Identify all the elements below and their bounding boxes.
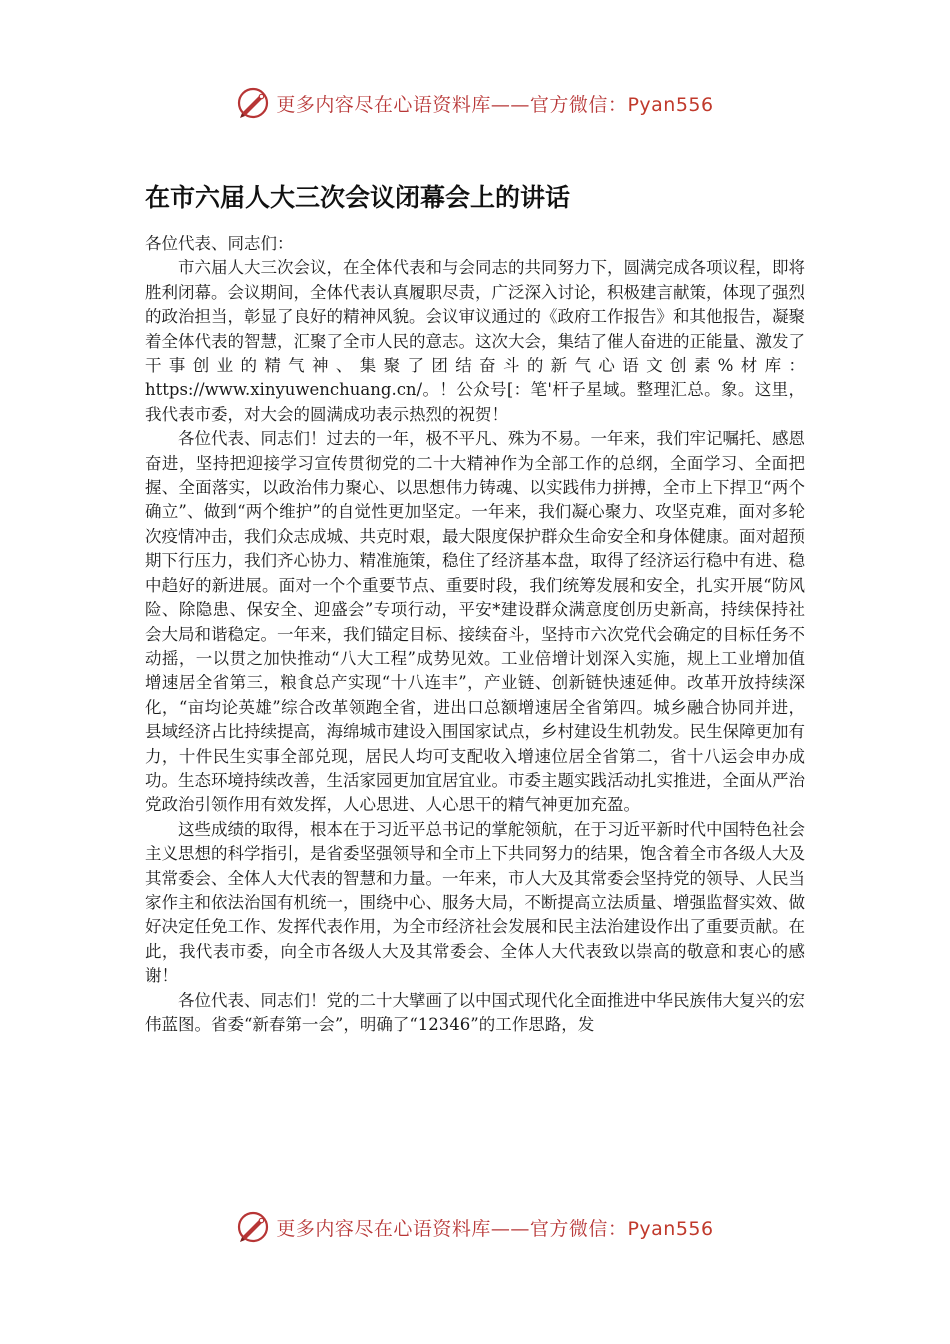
- banner-text: [276, 90, 713, 117]
- banner-wechat-id: Pyan556: [627, 93, 714, 116]
- paragraph-3: 这些成绩的取得，根本在于习近平总书记的掌舵领航，在于习近平新时代中国特色社会主义思想的科学指引，是省委坚强领导和全市上下共同努力的结果，饱含着全市各级人大及其常委会、全体人大代表的智慧和力量。一年来，市人大及其常委会坚持党的领导、人民当家作主和依法治国有机统一，围绕中心、服务大局，不断提高立法质量、增强监督实效、做好决定任免工作、发挥代表作用，为全市经济社会发展和民主法治建设作出了重要贡献。在此，我代表市委，向全市各级人大及其常委会、全体人大代表致以崇高的敬意和衷心的感谢！: [145, 819, 805, 986]
- banner-slogan: 更多内容尽在心语资料库: [276, 93, 491, 116]
- document-title: 在市六届人大三次会议闭幕会上的讲话: [145, 183, 571, 212]
- paragraph-4: 各位代表、同志们！党的二十大擘画了以中国式现代化全面推进中华民族伟大复兴的宏伟蓝图。省委“新春第一会”，明确了“12346”的工作思路，发: [145, 990, 805, 1034]
- banner-separator: ——: [490, 93, 530, 116]
- paragraph-2: 各位代表、同志们！过去的一年，极不平凡、殊为不易。一年来，我们牢记嘱托、感恩奋进，坚持把迎接学习宣传贯彻党的二十大精神作为全部工作的总纲，全面学习、全面把握、全面落实，以政治伟力聚心、以思想伟力铸魂、以实践伟力拼搏，全市上下捍卫“两个确立”、做到“两个维护”的自觉性更加坚定。一年来，我们凝心聚力、攻坚克难，面对多轮次疫情冲击，我们众志成城、共克时艰，最大限度保护群众生命安全和身体健康。面对超预期下行压力，我们齐心协力、精准施策，稳住了经济基本盘，取得了经济运行稳中有进、稳中趋好的新进展。面对一个个重要节点、重要时段，我们统筹发展和安全，扎实开展“防风险、除隐患、保安全、迎盛会”专项行动，平安*建设群众满意度创历史新高，持续保持社会大局和谐稳定。一年来，我们锚定目标、接续奋斗，坚持市六次党代会确定的目标任务不动摇，一以贯之加快推动“八大工程”成势见效。工业倍增计划深入实施，规上工业增加值增速居全省第三，粮食总产实现“十八连丰”，产业链、创新链快速延伸。改革开放持续深化，“亩均论英雄”综合改革领跑全省，进出口总额增速居全省第四。城乡融合协同并进，县域经济占比持续提高，海绵城市建设入围国家试点，乡村建设生机勃发。民生保障更加有力，十件民生实事全部兑现，居民人均可支配收入增速位居全省第二，省十八运会申办成功。生态环境持续改善，生活家园更加宜居宜业。市委主题实践活动扎实推进，全面从严治党政治引领作用有效发挥，人心思进、人心思干的精气神更加充盈。: [145, 429, 805, 815]
- document-body: [145, 232, 805, 1037]
- red-pen-logo-icon: [236, 1210, 270, 1244]
- banner-slogan: 更多内容尽在心语资料库: [276, 1217, 491, 1240]
- header-banner: [0, 83, 950, 123]
- banner-separator: ——: [490, 1217, 530, 1240]
- red-pen-logo-icon: [236, 86, 270, 120]
- salutation: 各位代表、同志们：: [145, 234, 294, 253]
- banner-wechat-label: 官方微信：: [529, 93, 628, 116]
- banner-wechat-label: 官方微信：: [529, 1217, 628, 1240]
- banner-text: [276, 1214, 713, 1241]
- footer-banner: [0, 1207, 950, 1247]
- banner-wechat-id: Pyan556: [627, 1217, 714, 1240]
- paragraph-1: 市六届人大三次会议，在全体代表和与会同志的共同努力下，圆满完成各项议程，即将胜利闭幕。会议期间，全体代表认真履职尽责，广泛深入讨论，积极建言献策，体现了强烈的政治担当，彰显了良好的精神风貌。会议审议通过的《政府工作报告》和其他报告，凝聚着全体代表的智慧，汇聚了全市人民的意志。这次大会，集结了催人奋进的正能量、激发了干事创业的精气神、集聚了团结奋斗的新气心语文创素%材库：https://www.xinyuwenchuang.cn/。！公众号[：笔'杆子星域。整理汇总。象。这里，我代表市委，对大会的圆满成功表示热烈的祝贺！: [145, 258, 805, 424]
